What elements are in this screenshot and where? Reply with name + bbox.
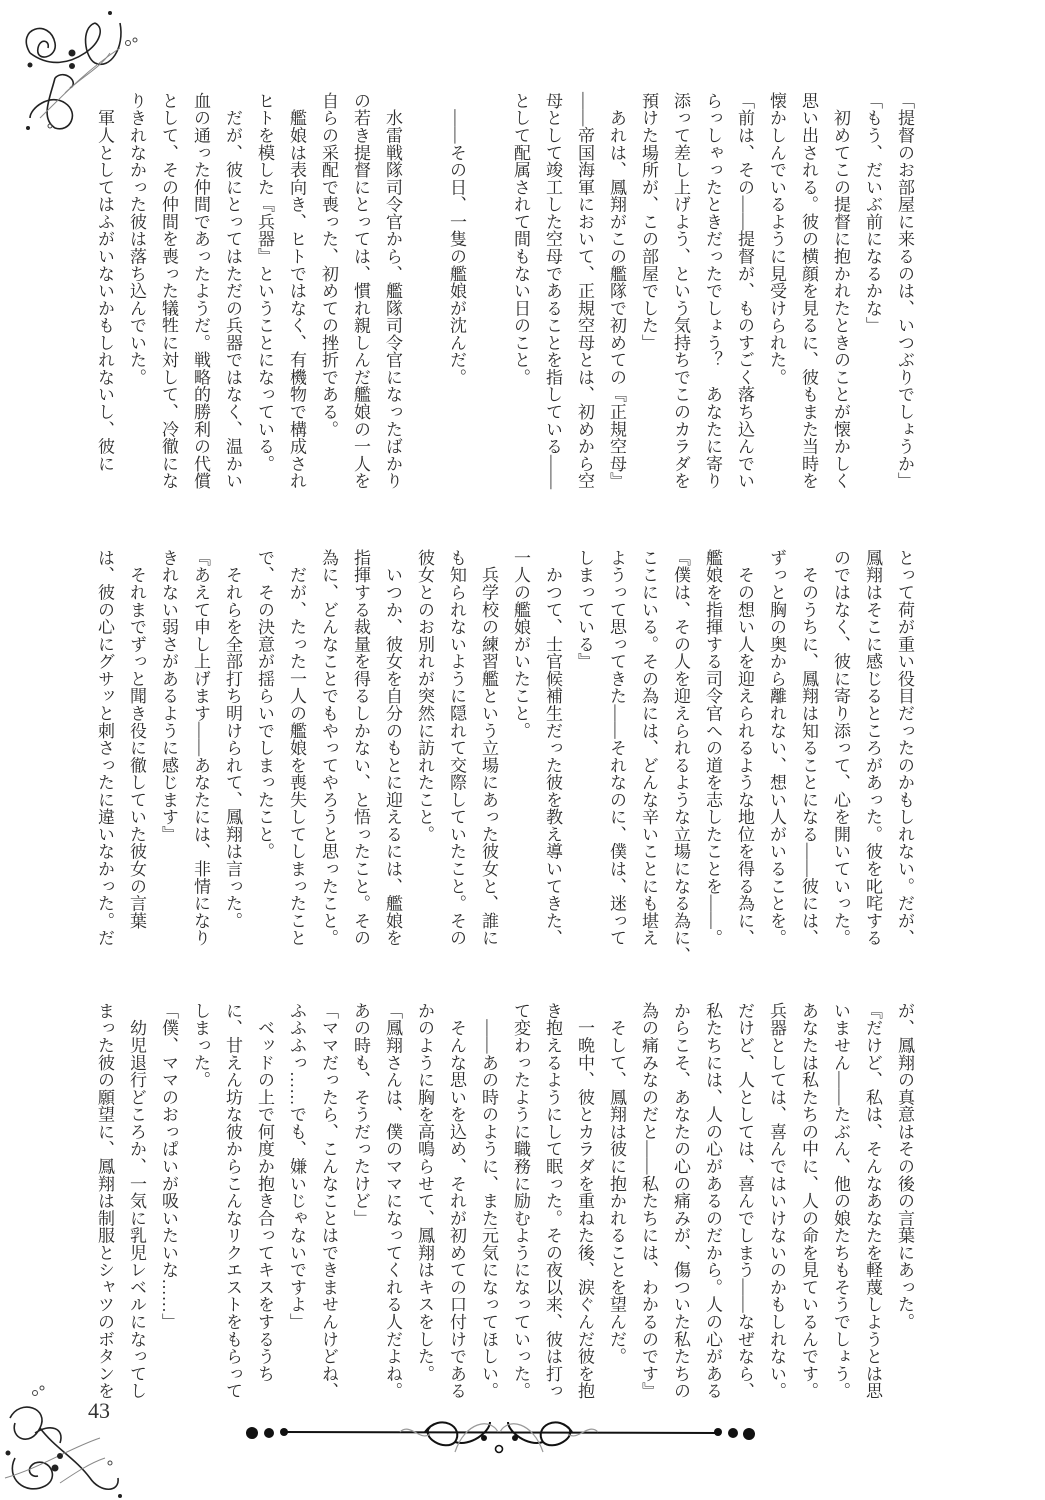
text-line: あの時も、そうだったけど」 — [351, 1002, 370, 1227]
text-line: だが、彼にとってはただの兵器ではなく、温かい — [223, 92, 242, 490]
text-line: ベッドの上で何度か抱き合ってキスをするうち — [255, 1002, 274, 1383]
text-line: ここにいる。その為には、どんな辛いことにも堪え — [639, 549, 658, 947]
text-block-bottom — [84, 1002, 920, 1412]
text-line: 為に、どんなことでもやってやろうと思ったこと。 — [319, 549, 338, 947]
text-line: 艦娘を指揮する司令官への道を志したことを――。 — [703, 549, 722, 947]
scene-break-spacer — [472, 92, 504, 502]
text-line: が、鳳翔の真意はその後の言葉にあった。 — [895, 1002, 914, 1331]
text-line: 『あえて申し上げます――あなたには、非情になり — [191, 549, 210, 947]
text-line: も知られないように隠れて交際していたこと。その — [447, 549, 466, 947]
text-line: 為の痛みなのだと――私たちには、わかるのです』 — [639, 1002, 658, 1400]
scene-break-spacer — [408, 92, 440, 502]
text-block-top — [84, 92, 920, 502]
text-line: 思い出される。彼の横顔を見るに、彼もまた当時を — [799, 92, 818, 490]
text-line: 「僕、ママのおっぱいが吸いたいな……」 — [159, 1002, 178, 1331]
text-line: のではなく、彼に寄り添って、心を開いていった。 — [831, 549, 850, 947]
scene-break-line: ――その日、一隻の艦娘が沈んだ。 — [447, 92, 466, 386]
text-line: かのように胸を高鳴らせて、鳳翔はキスをした。 — [415, 1002, 434, 1383]
text-line: 一人の艦娘がいたこと。 — [511, 549, 530, 740]
text-line: て変わったように職務に励むようになっていった。 — [511, 1002, 530, 1400]
text-line: 自らの采配で喪った、初めての挫折である。 — [319, 92, 338, 438]
text-line: そのうちに、鳳翔は知ることになる――彼には、 — [799, 549, 818, 947]
text-line: 指揮する裁量を得るしかない、と悟ったこと。その — [351, 549, 370, 947]
text-line: 鳳翔はそこに感じるところがあった。彼を叱咤する — [863, 549, 882, 947]
text-line: 軍人としてはふがいないかもしれないし、彼に — [95, 92, 114, 473]
text-line: からこそ、あなたの心の痛みが、傷ついた私たちの — [671, 1002, 690, 1400]
text-line: しまっている』 — [575, 549, 594, 670]
text-line: その想い人を迎えられるような地位を得る為に、 — [735, 549, 754, 947]
text-line: 「もう、だいぶ前になるかな」 — [863, 92, 882, 334]
text-line: いつか、彼女を自分のもとに迎えるには、艦娘を — [383, 549, 402, 947]
text-line: ――帝国海軍において、正規空母とは、初めから空 — [575, 92, 594, 490]
text-line: きれない弱さがあるように感じます』 — [159, 549, 178, 843]
text-line: だけど、人としては、喜んでしまう――なぜなら、 — [735, 1002, 754, 1400]
text-line: 艦娘は表向き、ヒトではなく、有機物で構成され — [287, 92, 306, 490]
text-line: 添って差し上げよう、という気持ちでこのカラダを — [671, 92, 690, 490]
text-line: それらを全部打ち明けられて、鳳翔は言った。 — [223, 549, 242, 930]
text-line: 血の通った仲間であったようだ。戦略的勝利の代償 — [191, 92, 210, 490]
text-line: そして、鳳翔は彼に抱かれることを望んだ。 — [607, 1002, 626, 1365]
text-line: ――あの時のように、また元気になってほしい。 — [479, 1002, 498, 1400]
text-line: しまった。 — [191, 1002, 210, 1089]
text-line: 水雷戦隊司令官から、艦隊司令官になったばかり — [383, 92, 402, 490]
text-line: 「ママだったら、こんなことはできませんけどね、 — [319, 1002, 338, 1400]
text-line: 兵学校の練習艦という立場にあった彼女と、誰に — [479, 549, 498, 947]
text-line: ヒトを模した『兵器』ということになっている。 — [255, 92, 274, 473]
text-block-middle — [84, 549, 920, 964]
text-line: 「鳳翔さんは、僕のママになってくれる人だよね。 — [383, 1002, 402, 1400]
text-line: ふふふっ……でも、嫌いじゃないですよ」 — [287, 1002, 306, 1331]
text-line: ずっと胸の奥から離れない、想い人がいることを。 — [767, 549, 786, 947]
text-line: とって荷が重い役目だったのかもしれない。だが、 — [895, 549, 914, 947]
text-line: 母として竣工した空母であることを指している―― — [543, 92, 562, 490]
text-line: として配属されて間もない日のこと。 — [511, 92, 530, 386]
footer-divider-ornament — [240, 1412, 760, 1462]
text-line: 一晩中、彼とカラダを重ねた後、涙ぐんだ彼を抱 — [575, 1002, 594, 1400]
text-line: 彼女とのお別れが突然に訪れたこと。 — [415, 549, 434, 843]
text-line: あれは、鳳翔がこの艦隊で初めての『正規空母』 — [607, 92, 626, 490]
text-line: 私たちには、人の心があるのだから。人の心がある — [703, 1002, 722, 1400]
text-line: 懐かしんでいるように見受けられた。 — [767, 92, 786, 386]
text-line: まった彼の願望に、鳳翔は制服とシャツのボタンを — [95, 1002, 114, 1400]
text-line: かつて、士官候補生だった彼を教え導いてきた、 — [543, 549, 562, 947]
text-line: に、甘えん坊な彼からこんなリクエストをもらって — [223, 1002, 242, 1400]
text-line: そんな思いを込め、それが初めての口付けである — [447, 1002, 466, 1400]
text-line: 幼児退行どころか、一気に乳児レベルになってし — [127, 1002, 146, 1400]
text-line: 初めてこの提督に抱かれたときのことが懐かしく — [831, 92, 850, 490]
text-line: き抱えるようにして眠った。その夜以来、彼は打っ — [543, 1002, 562, 1400]
text-line: だが、たった一人の艦娘を喪失してしまったこと — [287, 549, 306, 947]
text-line: 『だけど、私は、そんなあなたを軽蔑しようとは思 — [863, 1002, 882, 1400]
text-line: 「前は、その――提督が、ものすごく落ち込んでい — [735, 92, 754, 490]
text-line: として、その仲間を喪った犠牲に対して、冷徹にな — [159, 92, 178, 490]
text-line: いません――たぶん、他の娘たちもそうでしょう。 — [831, 1002, 850, 1400]
text-line: それまでずっと聞き役に徹していた彼女の言葉 — [127, 549, 146, 930]
text-line: 預けた場所が、この部屋でした」 — [639, 92, 658, 352]
text-line: あなたは私たちの中に、人の命を見ているんです。 — [799, 1002, 818, 1400]
text-line: は、彼の心にグサッと刺さったに違いなかった。だ — [95, 549, 114, 947]
text-line: りきれなかった彼は落ち込んでいた。 — [127, 92, 146, 386]
text-line: 『僕は、その人を迎えられるような立場になる為に、 — [671, 549, 690, 964]
text-line: 「提督のお部屋に来るのは、いつぶりでしょうか」 — [895, 92, 914, 490]
page-number: 43 — [88, 1398, 110, 1423]
text-line: 兵器としては、喜んではいけないのかもしれない。 — [767, 1002, 786, 1400]
text-line: ようって思ってきた――それなのに、僕は、迷って — [607, 549, 626, 947]
text-line: らっしゃったときだったでしょう？ あなたに寄り — [703, 92, 722, 490]
text-line: の若き提督にとっては、慣れ親しんだ艦娘の一人を — [351, 92, 370, 490]
text-line: で、その決意が揺らいでしまったこと。 — [255, 549, 274, 861]
